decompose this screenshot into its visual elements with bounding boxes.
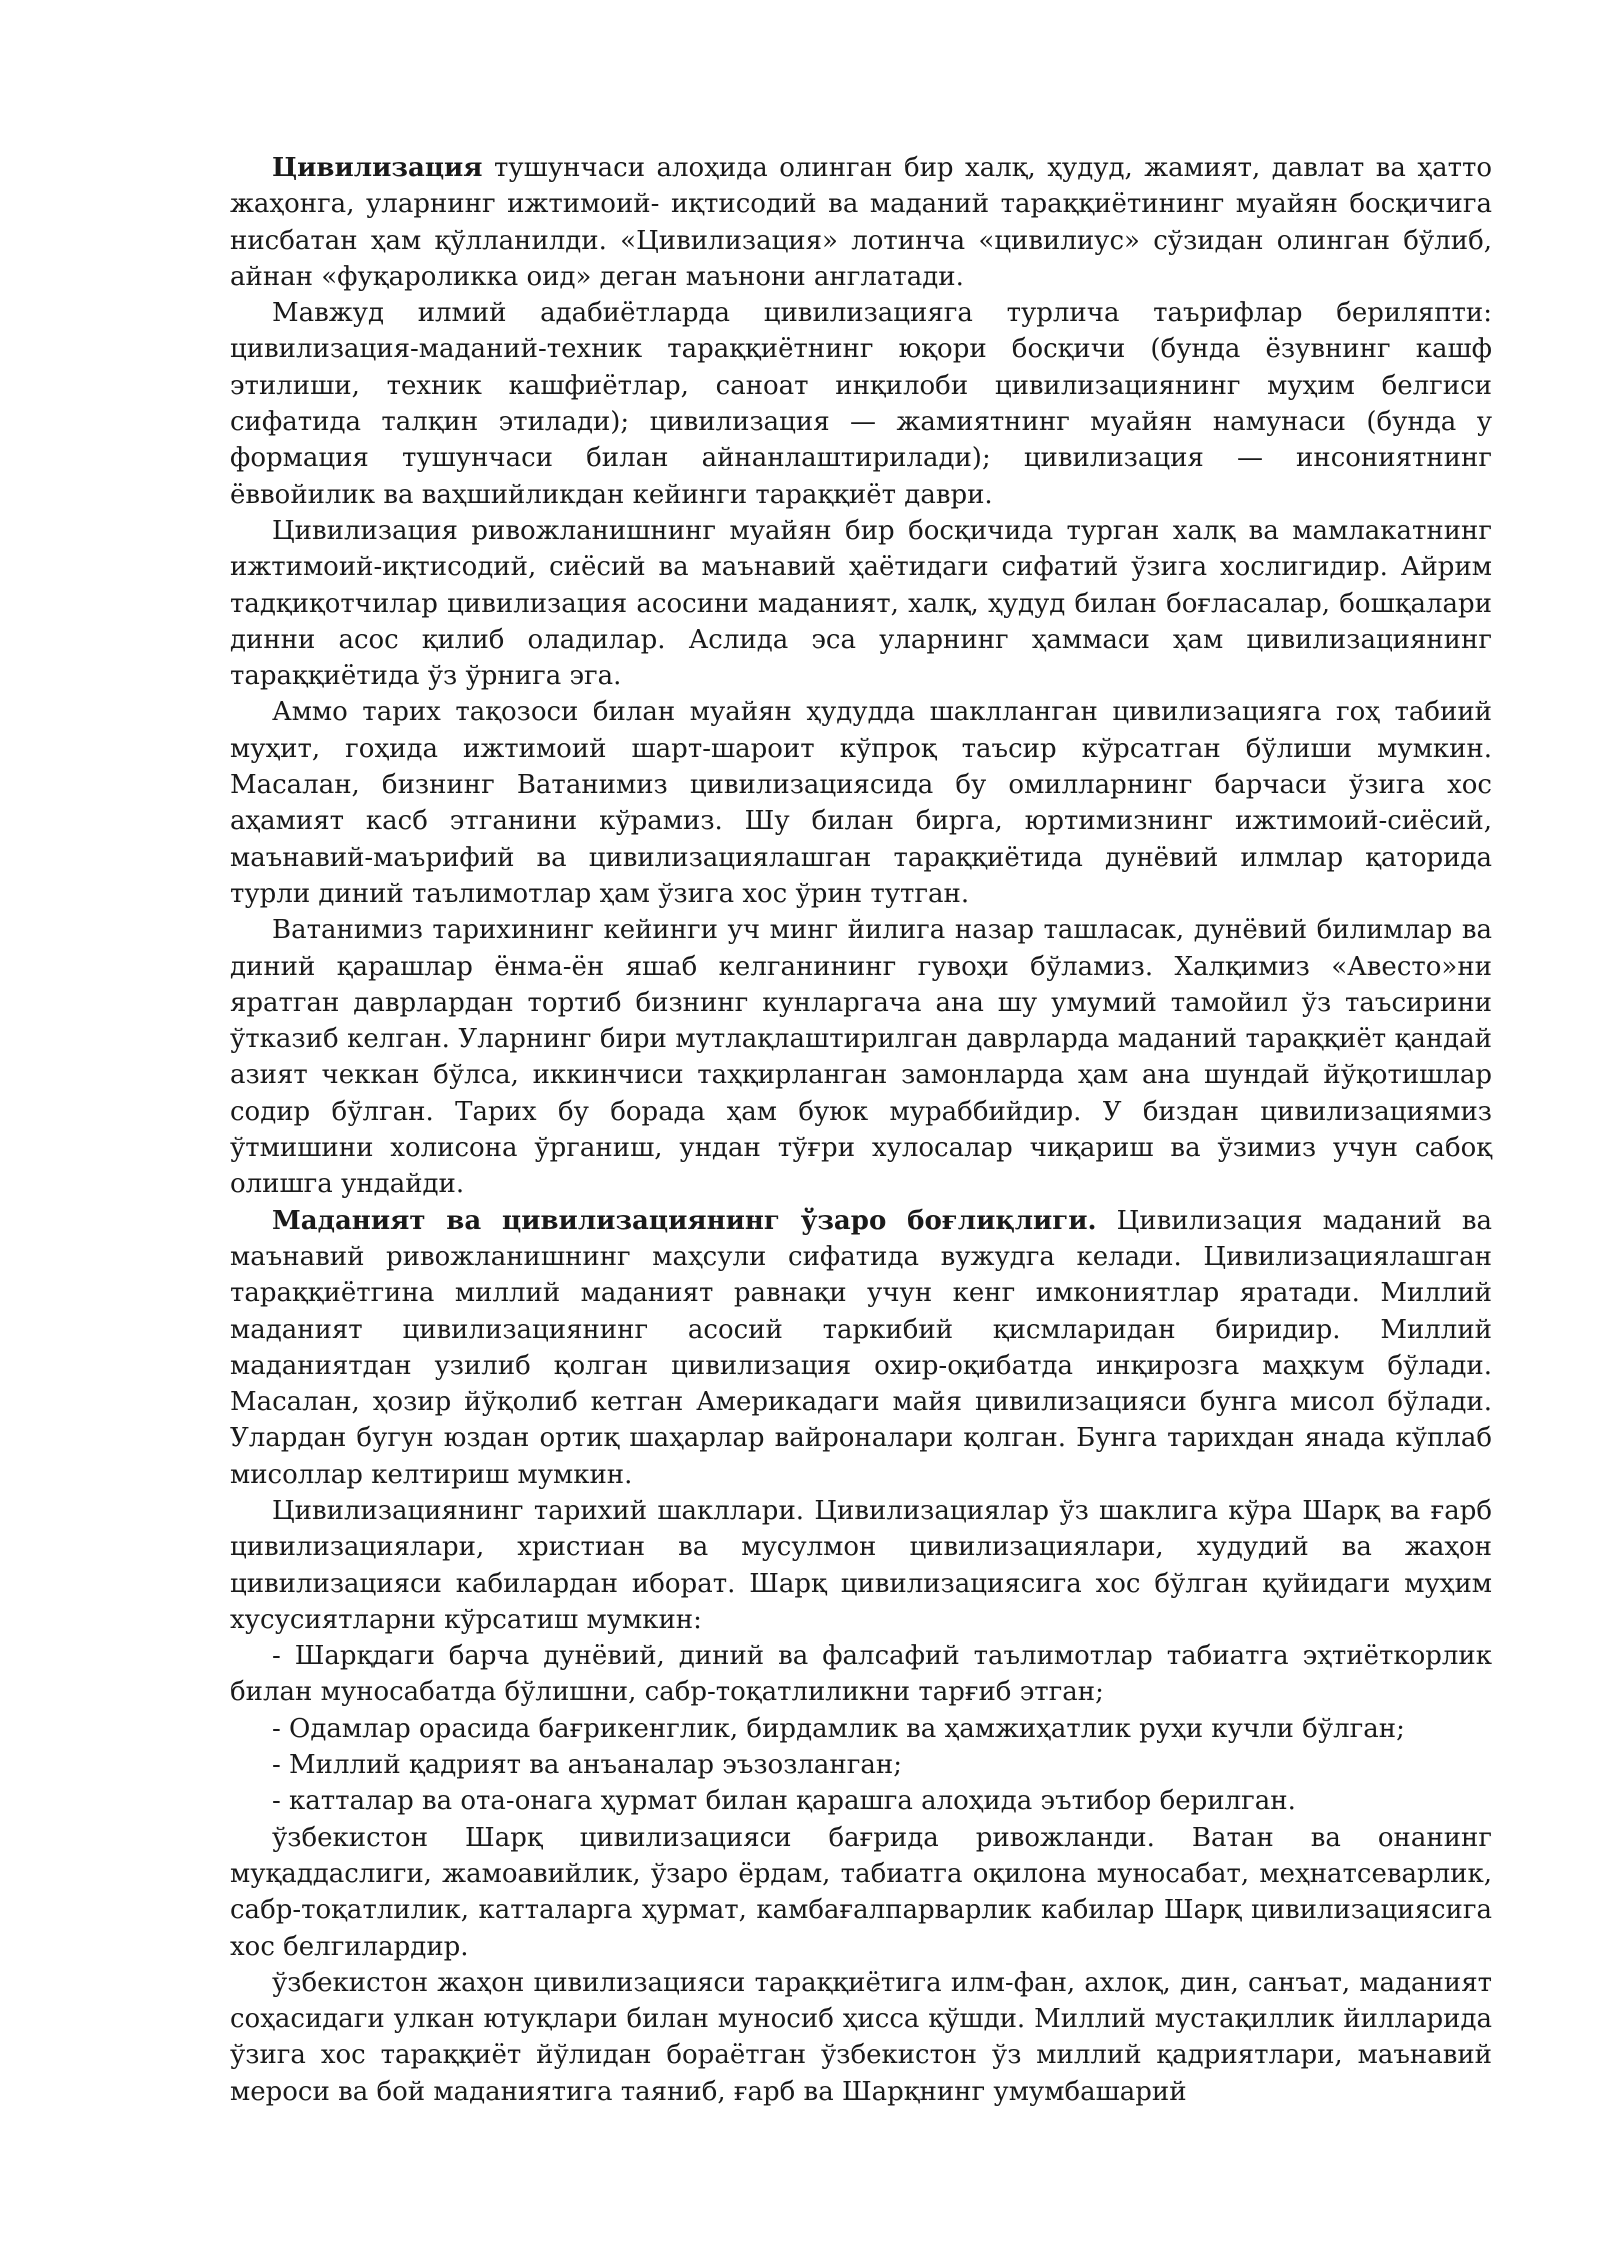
paragraph-text: Ватанимиз тарихининг кейинги уч минг йилига назар ташласак, дунёвий билимлар ва диний қарашлар ёнма-ён яшаб келганининг гувоҳи бўламиз. Халқимиз «Авесто»ни яратган даврлардан тортиб бизнинг кунларгача ана шу умумий тамойил ўз таъсирини ўтказиб келган. Уларнинг бири мутлақлаштирилган даврларда маданий тараққиёт қандай азият чеккан бўлса, иккинчиси таҳқирланган замонларда ҳам ана шундай йўқотишлар содир бўлган. Тарих бу борада ҳам буюк мураббийдир. У биздан цивилизациямиз ўтмишини холисона ўрганиш, ундан тўғри хулосалар чиқариш ва ўзимиз учун сабоқ олишга ундайди. <box>230 915 1492 1200</box>
paragraph-historical-forms <box>230 1493 1492 1638</box>
paragraph-history-of-homeland <box>230 912 1492 1202</box>
paragraph-lead-term: Цивилизация <box>272 153 483 183</box>
paragraph-text: Цивилизация ривожланишнинг муайян бир босқичида турган халқ ва мамлакатнинг ижтимоий-иқтисодий, сиёсий ва маънавий ҳаётидаги сифатий ўзига хослигидир. Айрим тадқиқотчилар цивилизация асосини маданият, халқ, ҳудуд билан боғласалар, бошқалари динни асос қилиб оладилар. Аслида эса уларнинг ҳаммаси ҳам цивилизациянинг тараққиётида ўз ўрнига эга. <box>230 515 1492 692</box>
paragraph-text: Мавжуд илмий адабиётларда цивилизацияга турлича таърифлар бериляпти: цивилизация-маданий-техник тараққиётнинг юқори босқичи (бунда ёзувнинг кашф этилиши, техник кашфиётлар, саноат инқилоби цивилизациянинг муҳим белгиси сифатида талқин этилади); цивилизация — жамиятнинг муайян намунаси (бунда у формация тушунчаси билан айнанлаштирилади); цивилизация — инсониятнинг ёввойилик ва ваҳшийликдан кейинги тараққиёт даври. <box>230 298 1492 510</box>
paragraph-civilization-definition <box>230 150 1492 295</box>
paragraph-civilization-uniqueness <box>230 513 1492 694</box>
paragraph-text: Аммо тарих тақозоси билан муайян ҳудудда шаклланган цивилизацияга гоҳ табиий муҳит, гоҳида ижтимоий шарт-шароит кўпроқ таъсир кўрсатган бўлиши мумкин. Масалан, бизнинг Ватанимиз цивилизациясида бу омилларнинг барчаси ўзига хос аҳамият касб этганини кўрамиз. Шу билан бирга, юртимизнинг ижтимоий-сиёсий, маънавий-маърифий ва цивилизациялашган тараққиётида дунёвий илмлар қаторида турли диний таълимотлар ҳам ўзига хос ўрин тутган. <box>230 697 1492 909</box>
paragraph-lead-heading: Маданият ва цивилизациянинг ўзаро боғлиқлиги. <box>272 1205 1097 1236</box>
paragraph-natural-social-factors <box>230 694 1492 912</box>
bullet-item: - катталар ва ота-онага ҳурмат билан қарашга алоҳида эътибор берилган. <box>272 1786 1296 1817</box>
paragraph-uzbekistan-eastern-civilization: ўзбекистон Шарқ цивилизацияси бағрида ривожланди. Ватан ва онанинг муқаддаслиги, жамоавийлик, ўзаро ёрдам, табиатга оқилона муносабат, меҳнатсеварлик, сабр-тоқатлилик, катталарга ҳурмат, камбағалпарварлик кабилар Шарқ цивилизациясига хос белгилардир. <box>230 1822 1492 1962</box>
bullet-item: - Шарқдаги барча дунёвий, диний ва фалсафий таълимотлар табиатга эҳтиёткорлик билан муносабатда бўлишни, сабр-тоқатлиликни тарғиб этган; <box>230 1641 1492 1708</box>
paragraph-definitions-in-literature <box>230 295 1492 513</box>
bullet-item: - Миллий қадрият ва анъаналар эъзозланган; <box>272 1750 902 1781</box>
paragraph-text: Цивилизациянинг тарихий шакллари. Цивилизациялар ўз шаклига кўра Шарқ ва ғарб цивилизациялари, христиан ва мусулмон цивилизациялари, худудий ва жаҳон цивилизацияси кабилардан иборат. Шарқ цивилизациясига хос бўлган қуйидаги муҳим хусусиятларни кўрсатиш мумкин: <box>230 1495 1492 1635</box>
bullet-item: - Одамлар орасида бағрикенглик, бирдамлик ва ҳамжиҳатлик руҳи кучли бўлган; <box>272 1713 1405 1744</box>
paragraph-text: тушунчаси алоҳида олинган бир халқ, ҳудуд, жамият, давлат ва ҳатто жаҳонга, уларнинг ижтимоий- иқтисодий ва маданий тараққиётининг муайян босқичига нисбатан ҳам қўлланилди. «Цивилизация» лотинча «цивилиус» сўзидан олинган бўлиб, айнан «фуқароликка оид» деган маънони англатади. <box>230 153 1492 292</box>
paragraph-culture-and-civilization <box>230 1203 1492 1493</box>
paragraph-uzbekistan-world-contribution: ўзбекистон жаҳон цивилизацияси тараққиётига илм-фан, ахлоқ, дин, санъат, маданият соҳасидаги улкан ютуқлари билан муносиб ҳисса қўшди. Миллий мустақиллик йилларида ўзига хос тараққиёт йўлидан бораётган ўзбекистон ўз миллий қадриятлари, маънавий мероси ва бой маданиятига таяниб, ғарб ва Шарқнинг умумбашарий <box>230 1967 1492 2107</box>
document-body <box>230 150 1492 2110</box>
paragraph-text: Цивилизация маданий ва маънавий ривожланишнинг маҳсули сифатида вужудга келади. Цивилизациялашган тараққиётгина миллий маданият равнақи учун кенг имкониятлар яратади. Миллий маданият цивилизациянинг асосий таркибий қисмларидан биридир. Миллий маданиятдан узилиб қолган цивилизация охир-оқибатда инқирозга маҳкум бўлади. Масалан, ҳозир йўқолиб кетган Америкадаги майя цивилизацияси бунга мисол бўлади. Улардан бугун юздан ортиқ шаҳарлар вайроналари қолган. Бунга тарихдан янада кўплаб мисоллар келтириш мумкин. <box>230 1205 1493 1490</box>
